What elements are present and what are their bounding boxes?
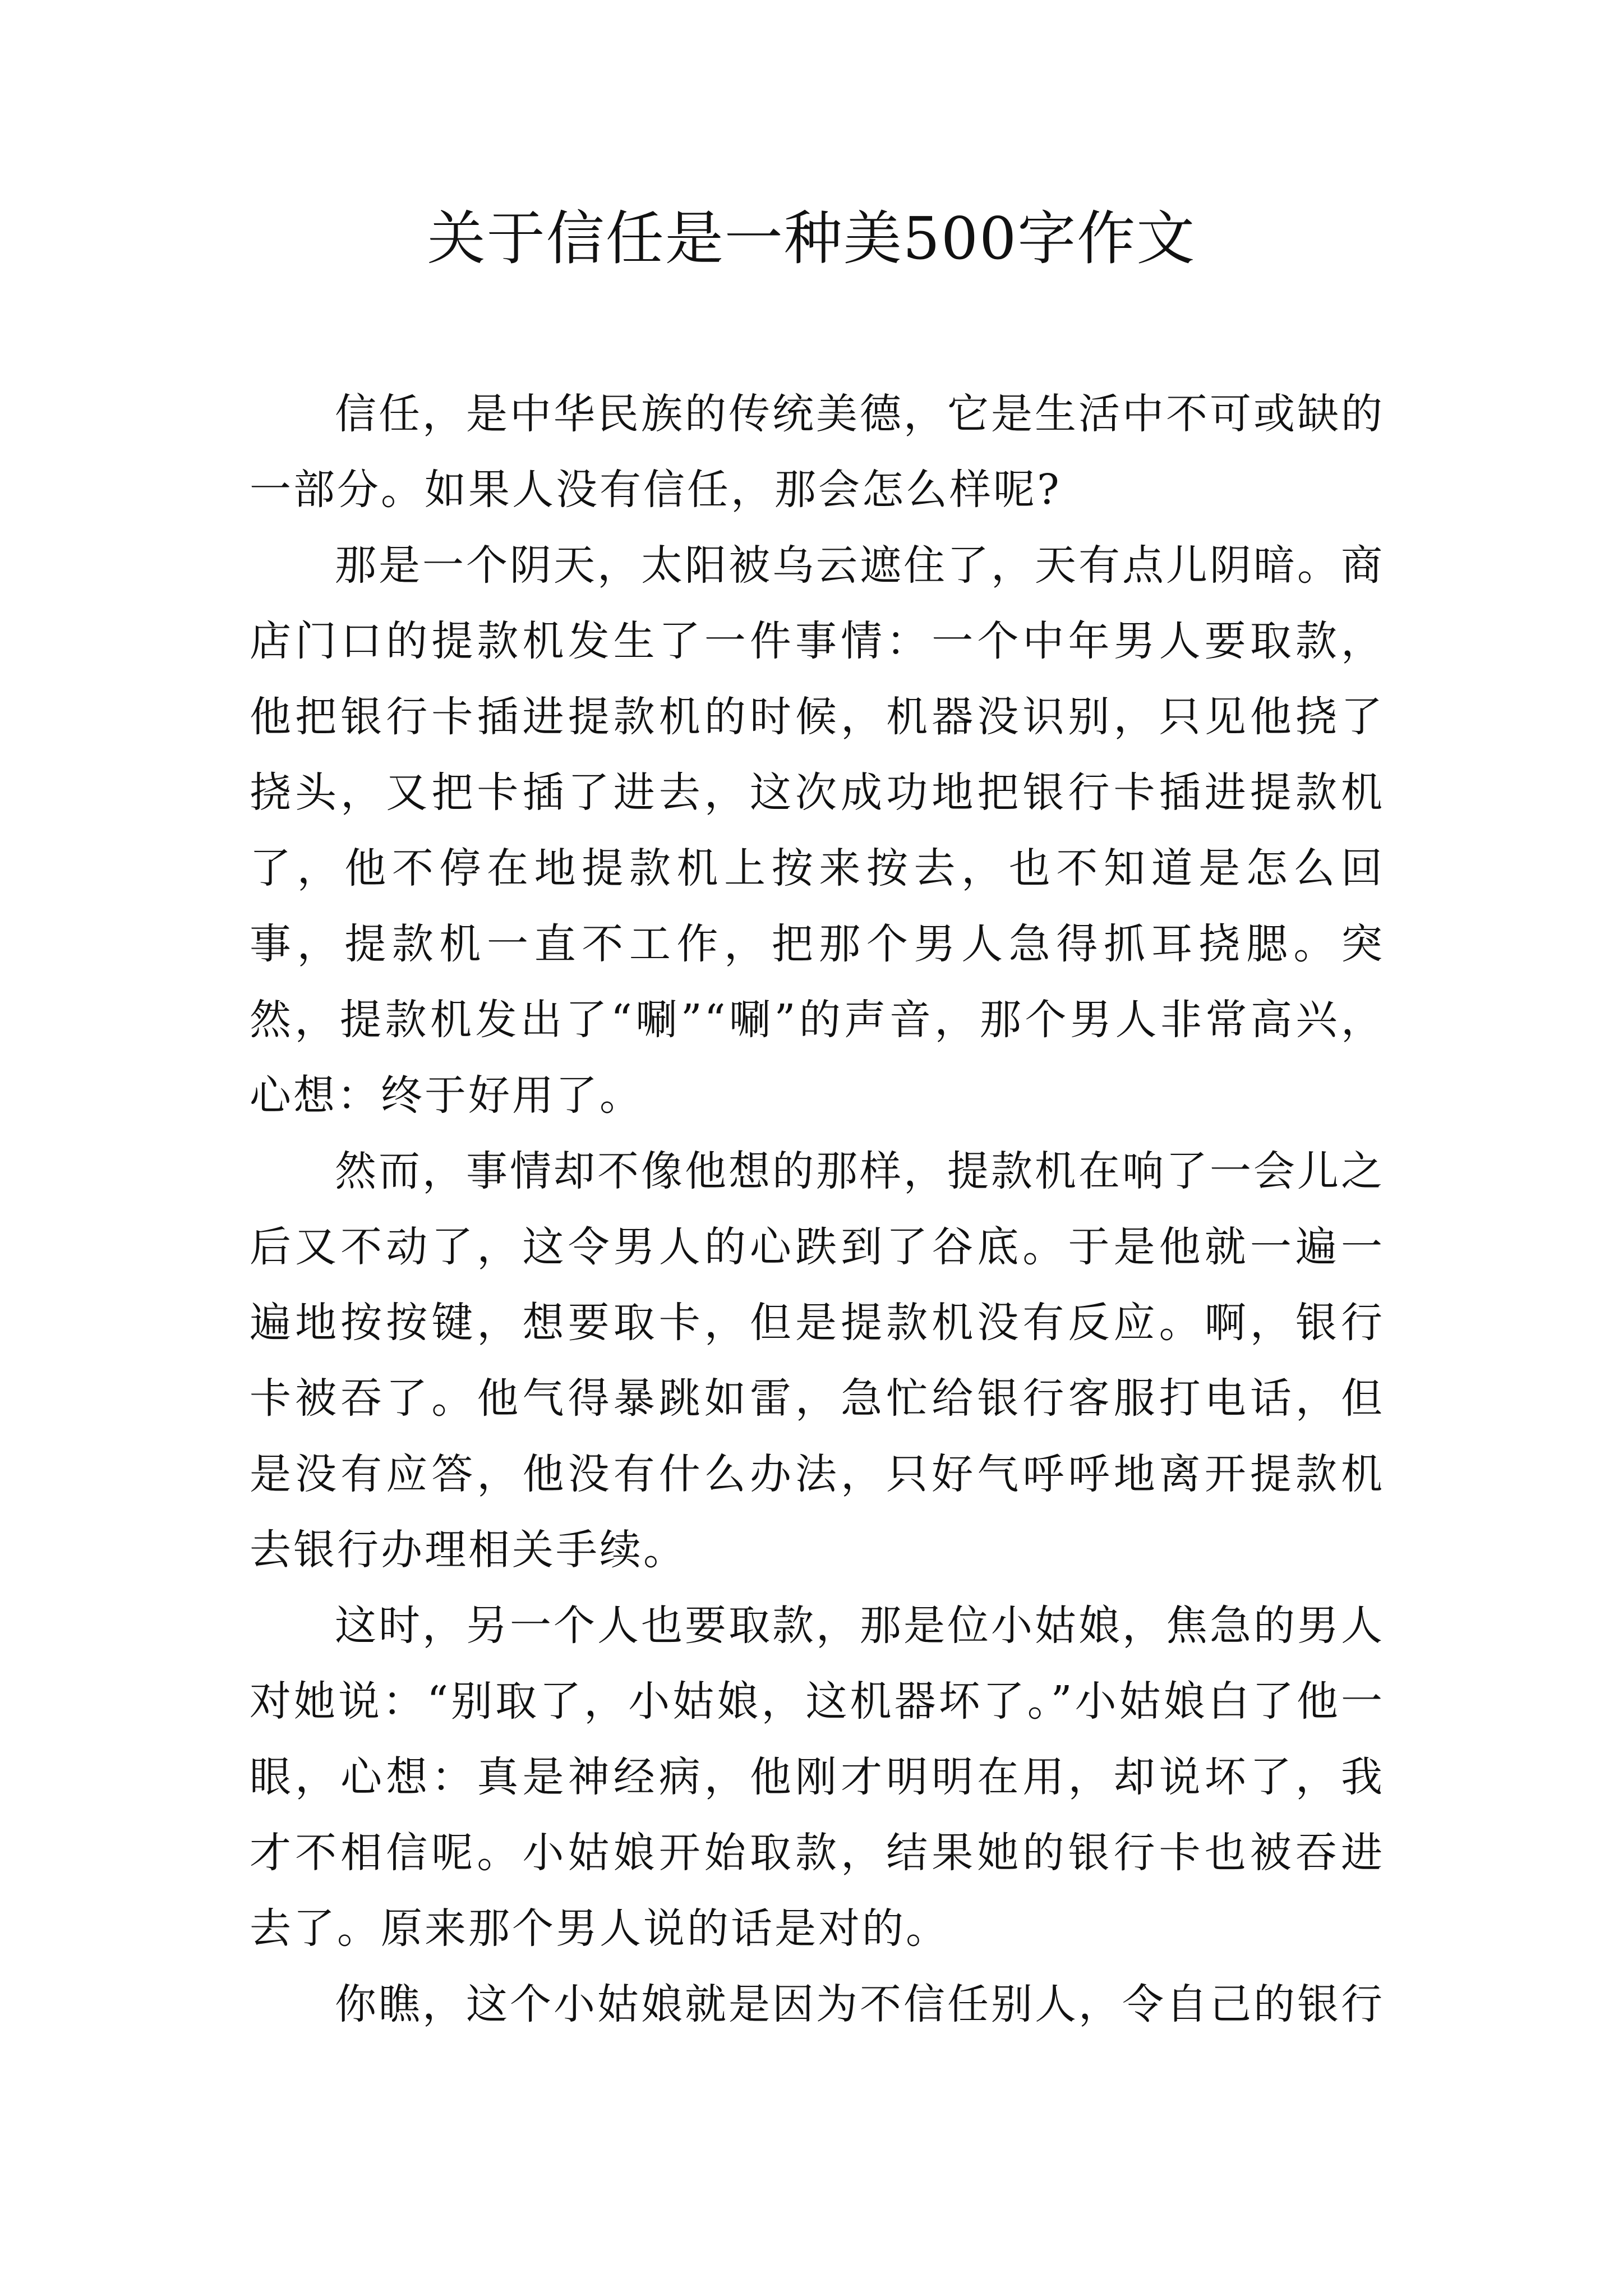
document-title: 关于信任是一种美500字作文 [427,204,1196,273]
paragraph-5: 你瞧，这个小姑娘就是因为不信任别人，令自己的银行 [335,1980,1385,2028]
paragraph-4: 这时，另一个人也要取款，那是位小姑娘，焦急的男人对她说：“别取了，小姑娘，这机器坏了。”小姑娘白了他一眼，心想：真是神经病，他刚才明明在用，却说坏了，我才不相信呢。小姑娘开始取款，结果她的银行卡也被吞进去了。原来那个男人说的话是对的。 [250,1602,1385,1953]
paragraph-3: 然而，事情却不像他想的那样，提款机在响了一会儿之后又不动了，这令男人的心跌到了谷底。于是他就一遍一遍地按按键，想要取卡，但是提款机没有反应。啊，银行卡被吞了。他气得暴跳如雷，急忙给银行客服打电话，但是没有应答，他没有什么办法，只好气呼呼地离开提款机去银行办理相关手续。 [250,1147,1385,1574]
document-body [250,376,1385,2042]
paragraph-2: 那是一个阴天，太阳被乌云遮住了，天有点儿阴暗。商店门口的提款机发生了一件事情：一个中年男人要取款，他把银行卡插进提款机的时候，机器没识别，只见他挠了挠头，又把卡插了进去，这次成功地把银行卡插进提款机了，他不停在地提款机上按来按去，也不知道是怎么回事，提款机一直不工作，把那个男人急得抓耳挠腮。突然，提款机发出了“唰”“唰”的声音，那个男人非常高兴，心想：终于好用了。 [250,541,1385,1120]
paragraph-1: 信任，是中华民族的传统美德，它是生活中不可或缺的一部分。如果人没有信任，那会怎么样呢? [250,390,1385,514]
